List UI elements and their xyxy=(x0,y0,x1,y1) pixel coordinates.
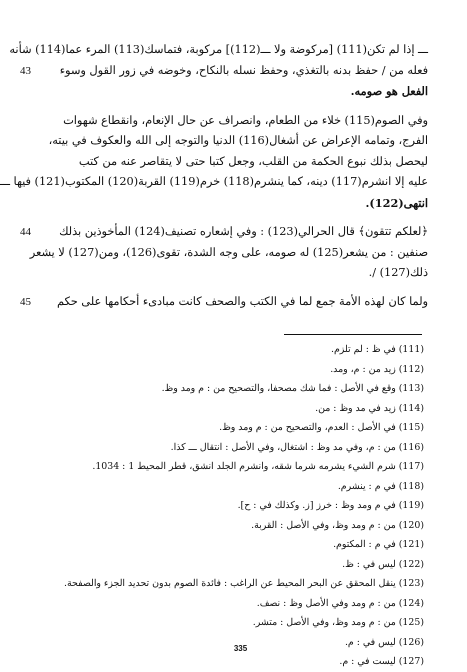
footnote: (114) زيد في مد وظ : من. xyxy=(315,402,424,414)
text-line xyxy=(38,131,428,152)
page-number: 335 xyxy=(233,644,248,653)
text-line-content: انتهى(122). xyxy=(365,195,428,210)
footnote: (113) وقع في الأصل : فما شك مصحفا، والتصحيح من : م ومد وظ. xyxy=(161,383,424,394)
footnote: (117) شرم الشيء يشرمه شرما شقه، وانشرم الجلد انشق، قطر المحيط 1 : 1034. xyxy=(92,461,424,472)
text-line xyxy=(38,193,428,215)
footnote: (122) ليس في : ظ. xyxy=(342,558,424,570)
text-line-content: الفعل هو صومه. xyxy=(350,84,428,98)
footnote: (127) ليست في : م. xyxy=(339,656,424,667)
main-text xyxy=(0,40,428,320)
verse-44 xyxy=(20,222,428,284)
footnote: (112) زيد من : م، ومد. xyxy=(330,363,424,375)
text-line-content: صنفين : من يشعر(125) له صومه، على وجه الشدة، تقوى(126)، ومن(127) لا يشعر xyxy=(29,245,428,259)
text-line-content: وفي الصوم(115) خلاء من الطعام، وانصراف عن حال الإنعام، وانقطاع شهوات xyxy=(63,113,428,127)
footnote: (123) ينقل المحقق عن البحر المحيط عن الراغب : فائدة الصوم بدون تحديد الجزء والصفحة. xyxy=(64,578,424,589)
text-line-content: ﴿لعلكم تتقون﴾ قال الحرالي(123) : وفي إشعاره تصنيف(124) المأخوذين بذلك xyxy=(59,225,428,238)
footnote: (118) في م : ينشرم. xyxy=(337,480,424,492)
text-line xyxy=(20,61,428,82)
verse-number: 44 xyxy=(20,226,31,238)
verse-43 xyxy=(9,40,428,103)
footnote-separator xyxy=(284,334,422,335)
footnote: (121) في م : المكتوم. xyxy=(333,539,424,550)
verse-number: 45 xyxy=(20,295,31,308)
footnote: (124) من : م ومد وفي الأصل وظ : نصف. xyxy=(256,597,424,609)
footnote: (125) من : م ومد وظ، وفي الأصل : متشر. xyxy=(252,617,424,628)
verse-number: 43 xyxy=(20,64,31,77)
text-line xyxy=(20,292,428,313)
text-line xyxy=(38,111,428,132)
text-line xyxy=(9,40,428,61)
footnote: (119) في م ومد وظ : خرز [ز. وكذلك في : ح]. xyxy=(237,500,424,511)
text-line-content: ولما كان لهذه الأمة جمع لما في الكتب والصحف كانت مبادىء أحكامها على حكم xyxy=(56,294,428,308)
text-line-content: ـــ إذا لم تكن(111) [مركوضة ولا ـــ(112)] مركوبة، فتماسك(113) المرء عما(114) شأنه xyxy=(9,43,428,56)
text-line-content: الفرج، وتمامه الإعراض عن أشغال(116) الدنيا والتوجه إلى الله والعكوف في بيته، xyxy=(48,134,428,147)
text-line-content: ذلك(127) /. xyxy=(368,266,428,279)
commentary-paragraph xyxy=(0,111,428,215)
text-line xyxy=(20,222,428,243)
text-line xyxy=(29,243,428,264)
text-line xyxy=(38,152,428,173)
verse-45 xyxy=(20,292,428,313)
text-line xyxy=(38,263,428,284)
footnotes xyxy=(54,340,424,672)
footnote: (111) في ظ : لم تلزم. xyxy=(330,344,424,355)
text-line-content: فعله من / حفظ بدنه بالتغذي، وحفظ نسله بالنكاح، وخوضه في زور القول وسوء xyxy=(59,63,428,77)
text-line xyxy=(38,81,428,103)
footnote: (116) من : م، وفي مد وظ : اشتغال، وفي الأصل : انتقال ـــ كذا. xyxy=(170,441,424,453)
text-line-content: ليحصل بذلك نبوع الحكمة من القلب، وجعل كتبا حتى لا يتقاصر عنه من كتب xyxy=(78,154,428,168)
text-line-content: عليه إلا انشرم(117) دينه، كما ينشرم(118) خرم(119) القربة(120) المكتوب(121) فيها ـــ xyxy=(0,175,428,188)
text-line xyxy=(0,172,428,193)
footnote: (120) من : م ومد وظ، وفي الأصل : القربة. xyxy=(251,519,424,531)
footnote: (115) في الأصل : العدم، والتصحيح من : م ومد وظ. xyxy=(219,422,424,433)
footnote: (126) ليس في : م. xyxy=(344,636,424,648)
